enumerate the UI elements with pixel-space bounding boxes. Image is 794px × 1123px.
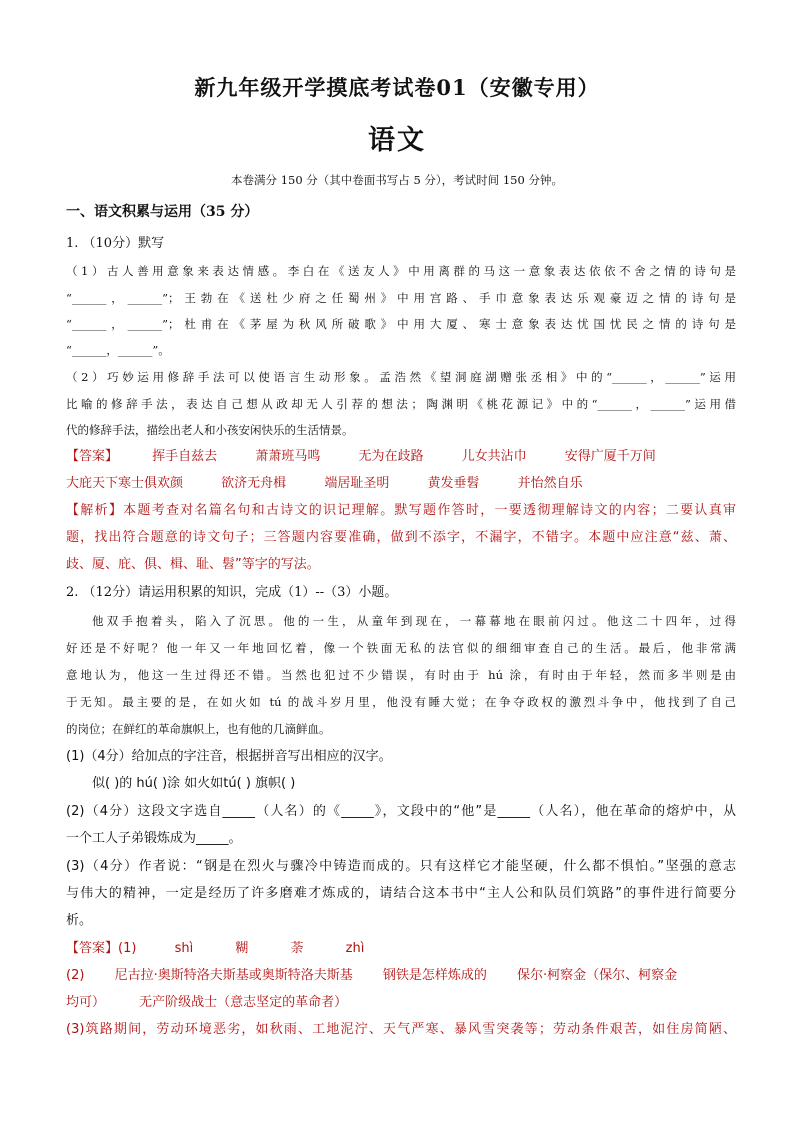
passage-line: 他双手抱着头，陷入了沉思。他的一生，从童年到现在，一幕幕地在眼前闪过。他这二十四年，过得	[92, 614, 736, 628]
q1-line: 代的修辞手法，描绘出老人和小孩安闲快乐的生活情景。	[66, 423, 354, 437]
passage-line: 意地认为，他这一生过得还不错。当然也犯过不少错误，有时由于 hú 涂，有时由于年轻，然而多半则是由	[66, 668, 736, 682]
subject-title: 语文	[368, 125, 426, 156]
sub-question-1-items: 似( )的 hú( )涂 如火如tú( ) 旗帜( )	[92, 776, 296, 791]
answer-item: shì	[174, 941, 194, 956]
answer-item: 荼	[290, 941, 304, 956]
answer-item: 欲济无舟楫	[221, 476, 287, 491]
q1-line: （1）古人善用意象来表达情感。李白在《送友人》中用离群的马这一意象表达依依不舍之情的诗句是	[66, 264, 736, 278]
sub-question-1: (1)（4分）给加点的字注音，根据拼音写出相应的汉字。	[66, 749, 392, 764]
passage-line: 于无知。最主要的是，在如火如 tú 的战斗岁月里，他没有睡大觉；在争夺政权的激烈斗争中，他找到了自己	[66, 695, 736, 709]
q1-line: 比喻的修辞手法，表达自己想从政却无人引荐的想法；陶渊明《桃花源记》中的“______，______”运用借	[66, 397, 736, 411]
analysis-label: 【解析】	[66, 503, 124, 518]
sub-question-2: (2)（4分）这段文字选自_____（人名）的《_____》，文段中的“他”是_____（人名），他在革命的熔炉中，从	[66, 804, 736, 819]
answer-item: 钢铁是怎样炼成的	[382, 968, 487, 983]
answer-item: 无为在歧路	[358, 449, 424, 464]
q2-answer-row	[66, 967, 736, 985]
answer-item: 保尔·柯察金（保尔、柯察金	[517, 968, 678, 983]
q1-line: “______，______”；王勃在《送杜少府之任蜀州》中用宫路、手巾意象表达乐观豪迈之情的诗句是	[66, 291, 736, 305]
answer-item: zhì	[345, 941, 365, 956]
answer-item: 糊	[235, 941, 249, 956]
exam-note: 本卷满分 150 分（其中卷面书写占 5 分），考试时间 150 分钟。	[231, 173, 563, 187]
answer-prefix: (2)	[66, 968, 85, 983]
passage-line: 好还是不好呢？他一年又一年地回忆着，像一个铁面无私的法官似的细细审查自己的生活。最后，他非常满	[66, 641, 736, 655]
answer-item: 并怡然自乐	[517, 476, 583, 491]
section-heading: 一、语文积累与运用（35 分）	[66, 204, 259, 220]
answer-item: 尼古拉·奥斯特洛夫斯基或奥斯特洛夫斯基	[114, 968, 353, 983]
answer-item: 端居耻圣明	[324, 476, 390, 491]
sub-question-3: (3)（4分）作者说：“钢是在烈火与骤冷中铸造而成的。只有这样它才能坚硬，什么都不惧怕。”坚强的意志	[66, 859, 736, 874]
analysis-text: 本题考查对名篇名句和古诗文的识记理解。默写题作答时，一要透彻理解诗文的内容；二要认真审	[123, 503, 736, 518]
answer-label: 【答案】	[66, 449, 119, 464]
q2-answer-3: (3)筑路期间，劳动环境恶劣，如秋雨、工地泥泞、天气严寒、暴风雪突袭等；劳动条件艰苦，如住房简陋、	[66, 1022, 736, 1037]
sub-question-2-cont: 一个工人子弟锻炼成为_____。	[66, 831, 242, 846]
sub-question-3: 析。	[66, 913, 93, 928]
q1-line: “______，______”；杜甫在《茅屋为秋风所破歌》中用大厦、寒士意象表达忧国忧民之情的诗句是	[66, 317, 736, 331]
analysis-line: 题，找出符合题意的诗文句子；三答题内容要准确，做到不添字，不漏字，不错字。本题中应注意“兹、萧、	[66, 530, 736, 545]
answer-item: 大庇天下寒士俱欢颜	[66, 476, 184, 491]
answer-item: 儿女共沾巾	[461, 449, 527, 464]
answer-item: 萧萧班马鸣	[255, 449, 321, 464]
answer-item: 均可）	[66, 995, 106, 1010]
q1-line: （2）巧妙运用修辞手法可以使语言生动形象。孟浩然《望洞庭湖赠张丞相》中的“______，______”运用	[66, 370, 736, 384]
q2-answer-row	[66, 994, 736, 1012]
analysis-line	[66, 502, 736, 520]
answer-label: 【答案】	[66, 941, 119, 956]
question-1-heading: 1. （10分）默写	[66, 236, 165, 251]
sub-question-3: 与伟大的精神，一定是经历了许多磨难才炼成的，请结合这本书中“主人公和队员们筑路”的事件进行简要分	[66, 886, 736, 901]
answer-item: 黄发垂髫	[427, 476, 480, 491]
q1-answer-row	[66, 448, 736, 466]
answer-prefix: (1)	[118, 941, 137, 956]
question-2-heading: 2. （12分）请运用积累的知识，完成（1）--（3）小题。	[66, 585, 398, 600]
answer-item: 无产阶级战士（意志坚定的革命者）	[139, 995, 348, 1010]
exam-title: 新九年级开学摸底考试卷01（安徽专用）	[194, 75, 600, 100]
passage-line: 的岗位；在鲜红的革命旗帜上，也有他的几滴鲜血。	[66, 722, 331, 736]
answer-item: 安得广厦千万间	[564, 449, 656, 464]
q1-line: “______，______”。	[66, 343, 170, 357]
answer-item: 挥手自兹去	[152, 449, 218, 464]
analysis-line: 歧、厦、庇、俱、楫、耻、髫”等字的写法。	[66, 557, 320, 572]
q2-answer-row	[66, 940, 736, 958]
q1-answer-row	[66, 475, 736, 493]
